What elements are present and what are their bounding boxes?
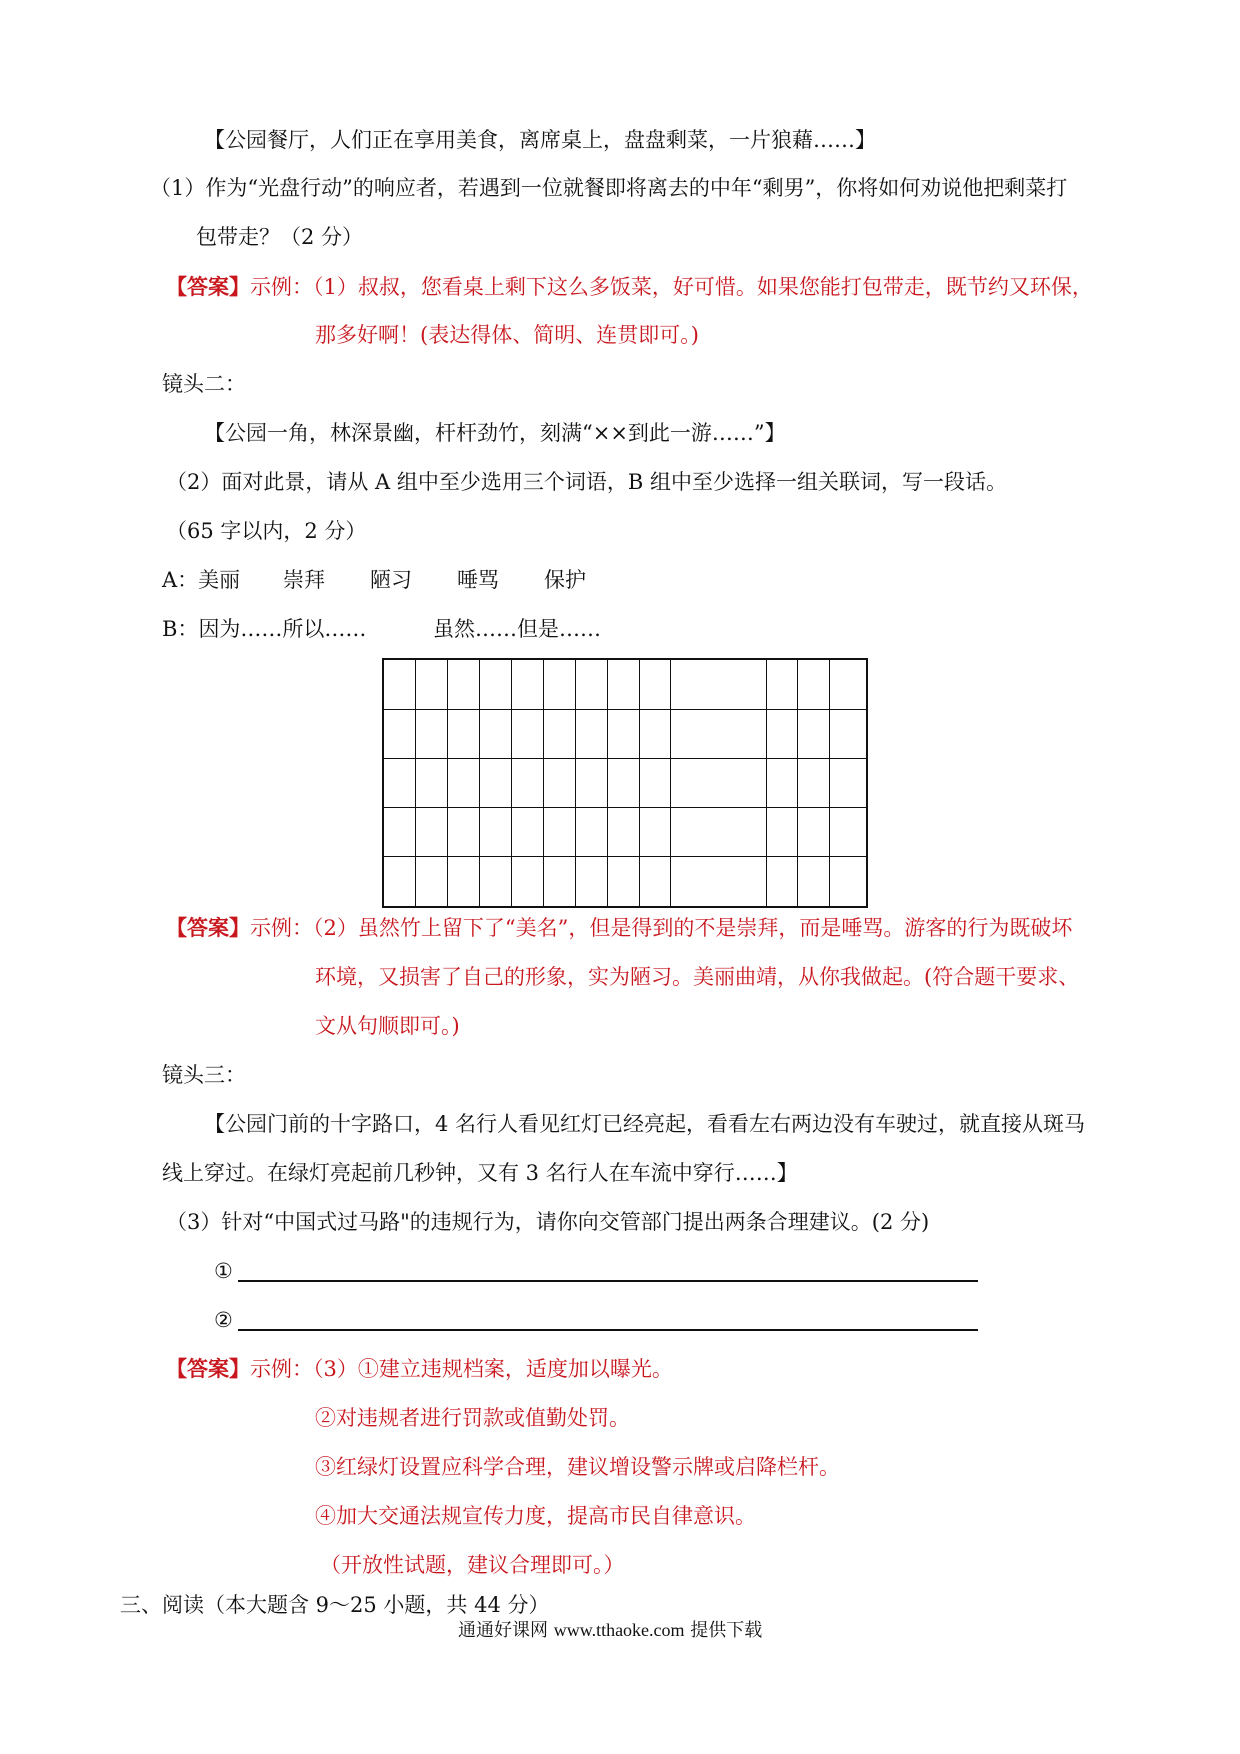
answer-1-line-1 — [166, 272, 1093, 302]
group-a-word: 唾骂 — [457, 568, 499, 592]
group-a-word: 美丽 — [198, 568, 241, 592]
group-b-pair: 因为……所以…… — [198, 617, 367, 641]
blank-1-marker: ① — [214, 1259, 233, 1283]
answer-2-text: 示例：（2）虽然竹上留下了“美名”，但是得到的不是崇拜，而是唾骂。游客的行为既破坏 — [250, 916, 1073, 940]
section-3-heading: 三、阅读（本大题含 9～25 小题，共 44 分） — [120, 1593, 550, 1617]
footer-url[interactable]: www.tthaoke.com — [553, 1620, 685, 1640]
group-b-pair: 虽然……但是…… — [433, 617, 601, 641]
group-b-row — [162, 614, 366, 644]
answer-3-line-3: ③红绿灯设置应科学合理，建议增设警示牌或启降栏杆。 — [315, 1455, 840, 1479]
scene3-description-line-2: 线上穿过。在绿灯亮起前几秒钟，又有 3 名行人在车流中穿行……】 — [162, 1161, 798, 1185]
answer-2-line-3: 文从句顺即可。) — [315, 1014, 460, 1038]
scene2-heading: 镜头二： — [162, 372, 246, 396]
scene3-heading: 镜头三： — [162, 1063, 246, 1087]
footer-suffix: 提供下载 — [690, 1620, 763, 1641]
scene2-description: 【公园一角，林深景幽，杆杆劲竹，刻满“××到此一游……”】 — [204, 421, 786, 445]
question-2-line-1: （2）面对此景，请从 A 组中至少选用三个词语，B 组中至少选择一组关联词，写一段话。 — [166, 470, 1007, 494]
answer-3-text: 示例：（3）①建立违规档案，适度加以曝光。 — [250, 1357, 673, 1381]
group-a-word: 保护 — [544, 568, 586, 592]
answer-blank-2[interactable] — [238, 1329, 978, 1331]
group-a-row — [162, 565, 240, 595]
group-a-label: A： — [162, 568, 199, 592]
answer-2-line-2: 环境，又损害了自己的形象，实为陋习。美丽曲靖，从你我做起。(符合题干要求、 — [315, 965, 1080, 989]
question-3: （3）针对“中国式过马路"的违规行为，请你向交管部门提出两条合理建议。(2 分) — [166, 1210, 930, 1234]
question-2-line-2: （65 字以内，2 分） — [166, 519, 367, 543]
answer-blank-1[interactable] — [238, 1280, 978, 1282]
answer-1-line-2: 那多好啊！(表达得体、简明、连贯即可。) — [315, 323, 699, 347]
answer-tag: 【答案】 — [166, 274, 250, 299]
answer-2-line-1 — [166, 913, 1072, 943]
group-a-word: 崇拜 — [283, 568, 325, 592]
footer-site-name: 通通好课网 — [458, 1620, 548, 1641]
answer-3-line-2: ②对违规者进行罚款或值勤处罚。 — [315, 1406, 630, 1430]
answer-3-line-4: ④加大交通法规宣传力度，提高市民自律意识。 — [315, 1504, 756, 1528]
page-footer — [458, 1617, 762, 1644]
question-1-line-1: （1）作为“光盘行动”的响应者，若遇到一位就餐即将离去的中年“剩男”，你将如何劝说他把剩菜打 — [150, 176, 1068, 200]
scene3-description-line-1: 【公园门前的十字路口，4 名行人看见红灯已经亮起，看看左右两边没有车驶过，就直接从斑马 — [204, 1112, 1086, 1136]
blank-2-marker: ② — [214, 1308, 233, 1332]
answer-tag: 【答案】 — [166, 1356, 250, 1381]
question-1-line-2: 包带走？（2 分） — [196, 225, 364, 249]
group-b-label: B： — [162, 617, 199, 641]
answer-3-line-5: （开放性试题，建议合理即可。） — [320, 1553, 625, 1577]
answer-3-line-1 — [166, 1354, 673, 1384]
group-a-word: 陋习 — [370, 568, 412, 592]
scene1-description: 【公园餐厅，人们正在享用美食，离席桌上，盘盘剩菜，一片狼藉……】 — [204, 128, 876, 152]
answer-tag: 【答案】 — [166, 915, 250, 940]
writing-grid[interactable] — [382, 658, 868, 908]
answer-1-text: 示例：（1）叔叔，您看桌上剩下这么多饭菜，好可惜。如果您能打包带走，既节约又环保， — [250, 275, 1093, 299]
